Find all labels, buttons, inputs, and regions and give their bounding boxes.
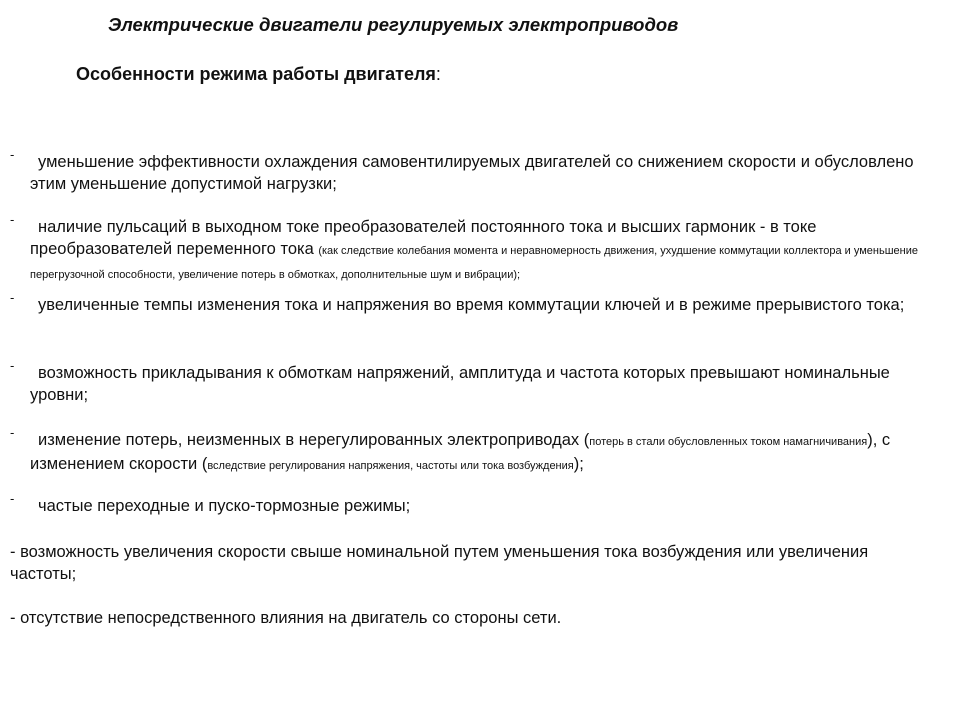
bullet-dash: - bbox=[10, 147, 15, 162]
list-item-text bbox=[30, 294, 940, 316]
list-item-note: (как следствие колебания момента и неравномерность движения, ухудшение коммутации коллектора и уменьшение перегрузочной способности, увеличение потерь в обмотках, дополнительные шум и вибрации); bbox=[30, 245, 918, 281]
list-item bbox=[0, 147, 940, 195]
list-item-body: наличие пульсаций в выходном токе преобразователей постоянного тока и высших гармоник - в токе преобразователей переменного тока bbox=[30, 218, 817, 258]
list-item bbox=[0, 491, 940, 517]
list-item-body: изменение потерь, неизменных в нерегулированных электроприводах ( bbox=[38, 431, 590, 449]
list-item-body: частые переходные и пуско-тормозные режимы; bbox=[38, 497, 411, 515]
subtitle-text: Особенности режима работы двигателя bbox=[76, 64, 436, 84]
list-item-text bbox=[30, 429, 940, 477]
list-item-text bbox=[30, 495, 940, 517]
list-item-body-end: ); bbox=[573, 455, 584, 473]
list-item bbox=[0, 358, 940, 406]
list-item-body-cont: ), с изменением скорости ( bbox=[30, 431, 891, 473]
bullet-dash: - bbox=[10, 290, 15, 305]
list-item-body: увеличенные темпы изменения тока и напряжения во время коммутации ключей и в режиме прерывистого тока; bbox=[38, 296, 905, 314]
list-item-text bbox=[30, 151, 940, 195]
list-item bbox=[0, 290, 940, 316]
list-item bbox=[0, 425, 940, 477]
bullet-dash: - bbox=[10, 491, 15, 506]
subtitle-colon: : bbox=[435, 64, 441, 84]
slide-title: Электрические двигатели регулируемых электроприводов bbox=[108, 14, 679, 35]
list-item-text bbox=[30, 362, 940, 406]
paragraph-grid-influence: - отсутствие непосредственного влияния на двигатель со стороны сети. bbox=[10, 609, 562, 627]
paragraph-speed-increase: - возможность увеличения скорости свыше номинальной путем уменьшения тока возбуждения или увеличения частоты; bbox=[10, 543, 869, 583]
list-item-body: возможность прикладывания к обмоткам напряжений, амплитуда и частота которых превышают номинальные уровни; bbox=[30, 364, 890, 404]
list-item-body: уменьшение эффективности охлаждения самовентилируемых двигателей со снижением скорости и обусловлено этим уменьшение допустимой нагрузки; bbox=[30, 153, 914, 193]
slide-subtitle bbox=[76, 64, 441, 85]
bullet-dash: - bbox=[10, 212, 15, 227]
bullet-dash: - bbox=[10, 425, 15, 440]
list-item-text bbox=[30, 216, 940, 286]
bullet-dash: - bbox=[10, 358, 15, 373]
list-item bbox=[0, 212, 940, 286]
list-item-note: потерь в стали обусловленных током намагничивания bbox=[589, 436, 868, 448]
list-item-note: вследствие регулирования напряжения, частоты или тока возбуждения bbox=[207, 460, 574, 472]
